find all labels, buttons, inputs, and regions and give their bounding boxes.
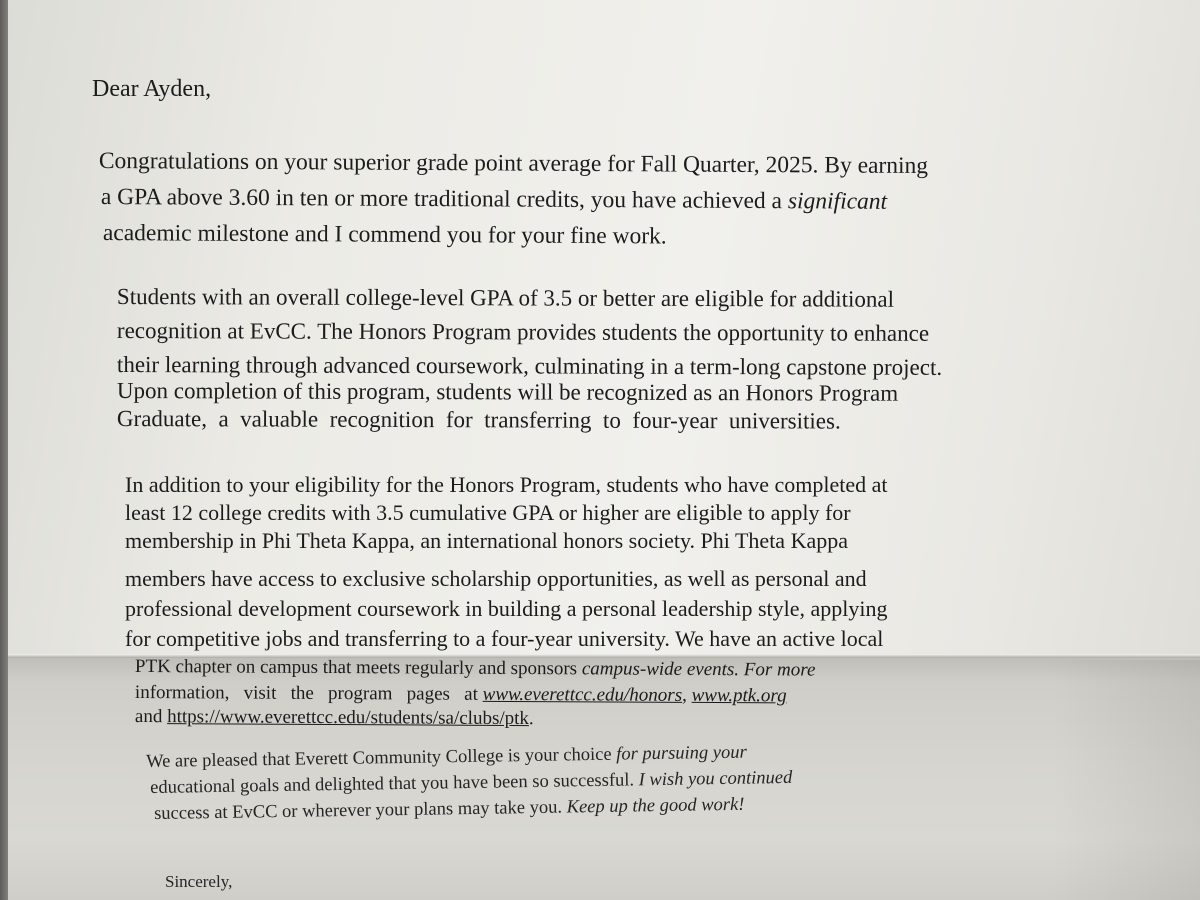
paragraph-3-line-8 (135, 682, 787, 707)
paragraph-3-line-2: least 12 college credits with 3.5 cumulative GPA or higher are eligible to apply for (125, 500, 851, 525)
p3-l8-sep: , (682, 684, 687, 706)
p1-l2-text: a GPA above 3.60 in ten or more traditional credits, you have achieved a (100, 184, 783, 215)
paragraph-2-line-5: Graduate, a valuable recognition for transferring to four-year universities. (116, 406, 841, 434)
paragraph-2-line-4: Upon completion of this program, students will be recognized as an Honors Program (116, 378, 899, 406)
ptk-clubs-link[interactable]: https://www.everettcc.edu/students/sa/clubs/ptk (167, 706, 529, 730)
paragraph-1-line-1 (99, 148, 928, 180)
paragraph-3-line-9 (135, 706, 534, 730)
honors-link[interactable]: www.everettcc.edu/honors (482, 683, 683, 706)
p3-l8-text: information, visit the program pages at (134, 682, 478, 705)
p1-l2-emphasis: significant (787, 188, 888, 215)
paragraph-1-line-2 (101, 184, 887, 216)
paragraph-3-line-1: In addition to your eligibility for the Honors Program, students who have completed at (125, 472, 888, 497)
p4-l2-text: educational goals and delighted that you have been so successful. (150, 770, 635, 798)
closing: Sincerely, (165, 872, 233, 891)
p1-l1-tail: By earning (824, 152, 929, 180)
paragraph-3-line-5: professional development coursework in building a personal leadership style, applying (125, 596, 888, 621)
paragraph-3-line-4: members have access to exclusive scholarship opportunities, as well as personal and (125, 566, 867, 591)
p3-l7-emphasis: campus-wide events. For more (581, 658, 816, 681)
p3-l9-text: and (134, 706, 163, 728)
p4-l3-emphasis: Keep up the good work! (566, 794, 745, 818)
paragraph-3-line-3: membership in Phi Theta Kappa, an international honors society. Phi Theta Kappa (125, 528, 848, 553)
paragraph-2-line-3: their learning through advanced coursework, culminating in a term-long capstone project. (116, 352, 943, 380)
fold-shadow (1050, 660, 1200, 900)
p3-l7-text: PTK chapter on campus that meets regularly and sponsors (134, 656, 578, 680)
p4-l1-emphasis: for pursuing your (616, 742, 747, 765)
ptk-link[interactable]: www.ptk.org (691, 684, 787, 707)
paragraph-3-line-7 (135, 656, 816, 682)
paragraph-1-line-3: academic milestone and I commend you for your fine work. (102, 220, 667, 250)
p3-l9-end: . (528, 708, 534, 730)
paragraph-3-line-6: for competitive jobs and transferring to a four-year university. We have an active local (125, 626, 884, 651)
p1-l1-text: Congratulations on your superior grade point average for Fall Quarter, 2025. (98, 148, 819, 179)
p4-l2-emphasis: I wish you continued (638, 767, 793, 791)
paragraph-2-line-2: recognition at EvCC. The Honors Program provides students the opportunity to enhance (116, 318, 930, 346)
p4-l1-text: We are pleased that Everett Community College is your choice (146, 744, 612, 772)
paragraph-2-line-1: Students with an overall college-level GPA of 3.5 or better are eligible for additional (116, 284, 895, 312)
salutation: Dear Ayden, (92, 76, 212, 102)
p4-l3-text: success at EvCC or wherever your plans may take you. (154, 797, 563, 824)
